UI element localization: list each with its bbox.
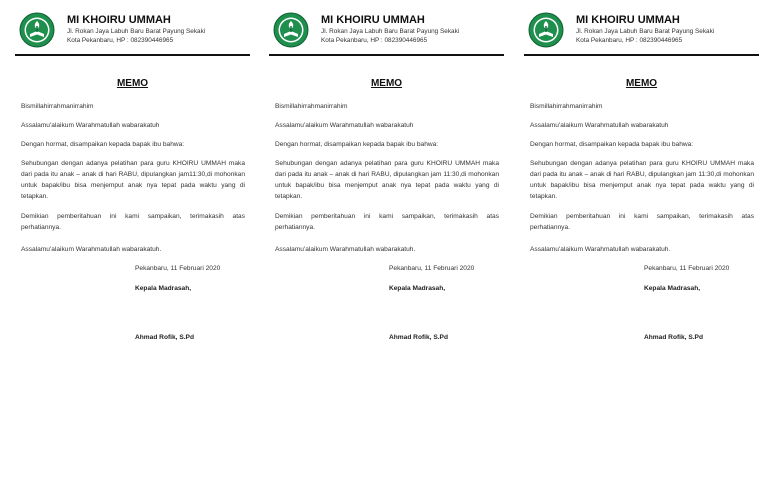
letterhead: [524, 10, 759, 56]
intro-line: Dengan hormat, disampaikan kepada bapak ibu bahwa:: [530, 141, 694, 148]
school-emblem-icon: [273, 12, 309, 48]
memo-title: MEMO: [370, 78, 403, 89]
position-title: Kepala Madrasah,: [644, 285, 701, 292]
place-date: Pekanbaru, 11 Februari 2020: [389, 265, 475, 272]
farewell-line: Assalamu'alaikum Warahmatullah wabarakatuh.: [275, 246, 416, 253]
greeting: Assalamu'alaikum Warahmatullah wabarakatuh: [275, 122, 414, 129]
letterhead: [15, 10, 250, 56]
closing-line: Demikian pemberitahuan ini kami sampaikan, terimakasih atas perhatiannya.: [21, 213, 245, 231]
intro-line: Dengan hormat, disampaikan kepada bapak ibu bahwa:: [21, 141, 185, 148]
greeting: Assalamu'alaikum Warahmatullah wabarakatuh: [530, 122, 669, 129]
farewell-line: Assalamu'alaikum Warahmatullah wabarakatuh.: [21, 246, 162, 253]
school-name: MI KHOIRU UMMAH: [67, 14, 171, 26]
school-emblem-icon: [19, 12, 55, 48]
greeting: Assalamu'alaikum Warahmatullah wabarakatuh: [21, 122, 160, 129]
place-date: Pekanbaru, 11 Februari 2020: [644, 265, 730, 272]
basmalah: Bismillahirrahmanirrahim: [530, 103, 603, 110]
address-line-2: Kota Pekanbaru, HP : 082390446965: [67, 37, 174, 44]
memo-body: Sehubungan dengan adanya pelatihan para guru KHOIRU UMMAH maka dari pada itu anak – anak di hari RABU, dipulangkan jam 11:30,di mohonkan untuk bapak/ibu bisa menjemput anak nya tepat pada waktu yang di tetapkan.: [530, 160, 754, 200]
address-line-2: Kota Pekanbaru, HP : 082390446965: [576, 37, 683, 44]
memo-sheet-1: [15, 0, 250, 503]
address-line-2: Kota Pekanbaru, HP : 082390446965: [321, 37, 428, 44]
closing-line: Demikian pemberitahuan ini kami sampaikan, terimakasih atas perhatiannya.: [530, 213, 754, 231]
signatory-name: Ahmad Rofik, S.Pd: [389, 334, 448, 341]
basmalah: Bismillahirrahmanirrahim: [275, 103, 348, 110]
memo-sheet-3: [524, 0, 759, 503]
intro-line: Dengan hormat, disampaikan kepada bapak ibu bahwa:: [275, 141, 439, 148]
school-emblem-icon: [528, 12, 564, 48]
place-date: Pekanbaru, 11 Februari 2020: [135, 265, 221, 272]
letterhead: [269, 10, 504, 56]
memo-sheet-2: [269, 0, 504, 503]
signatory-name: Ahmad Rofik, S.Pd: [135, 334, 194, 341]
school-name: MI KHOIRU UMMAH: [321, 14, 425, 26]
address-line-1: Jl. Rokan Jaya Labuh Baru Barat Payung Sekaki: [576, 28, 715, 35]
memo-body: Sehubungan dengan adanya pelatihan para guru KHOIRU UMMAH maka dari pada itu anak – anak di hari RABU, dipulangkan jam11:30,di mohonkan untuk bapak/ibu bisa menjemput anak nya tepat pada waktu yang di tetapkan.: [21, 160, 245, 200]
position-title: Kepala Madrasah,: [389, 285, 446, 292]
memo-title: MEMO: [625, 78, 658, 89]
basmalah: Bismillahirrahmanirrahim: [21, 103, 94, 110]
memo-title: MEMO: [116, 78, 149, 89]
signatory-name: Ahmad Rofik, S.Pd: [644, 334, 703, 341]
school-name: MI KHOIRU UMMAH: [576, 14, 680, 26]
address-line-1: Jl. Rokan Jaya Labuh Baru Barat Payung Sekaki: [321, 28, 460, 35]
memo-body: Sehubungan dengan adanya pelatihan para guru KHOIRU UMMAH maka dari pada itu anak – anak di hari RABU, dipulangkan jam 11:30,di mohonkan untuk bapak/ibu bisa menjemput anak nya tepat pada waktu yang di tetapkan.: [275, 160, 499, 200]
position-title: Kepala Madrasah,: [135, 285, 192, 292]
address-line-1: Jl. Rokan Jaya Labuh Baru Barat Payung Sekaki: [67, 28, 206, 35]
farewell-line: Assalamu'alaikum Warahmatullah wabarakatuh.: [530, 246, 671, 253]
closing-line: Demikian pemberitahuan ini kami sampaikan, terimakasih atas perhatiannya.: [275, 213, 499, 231]
